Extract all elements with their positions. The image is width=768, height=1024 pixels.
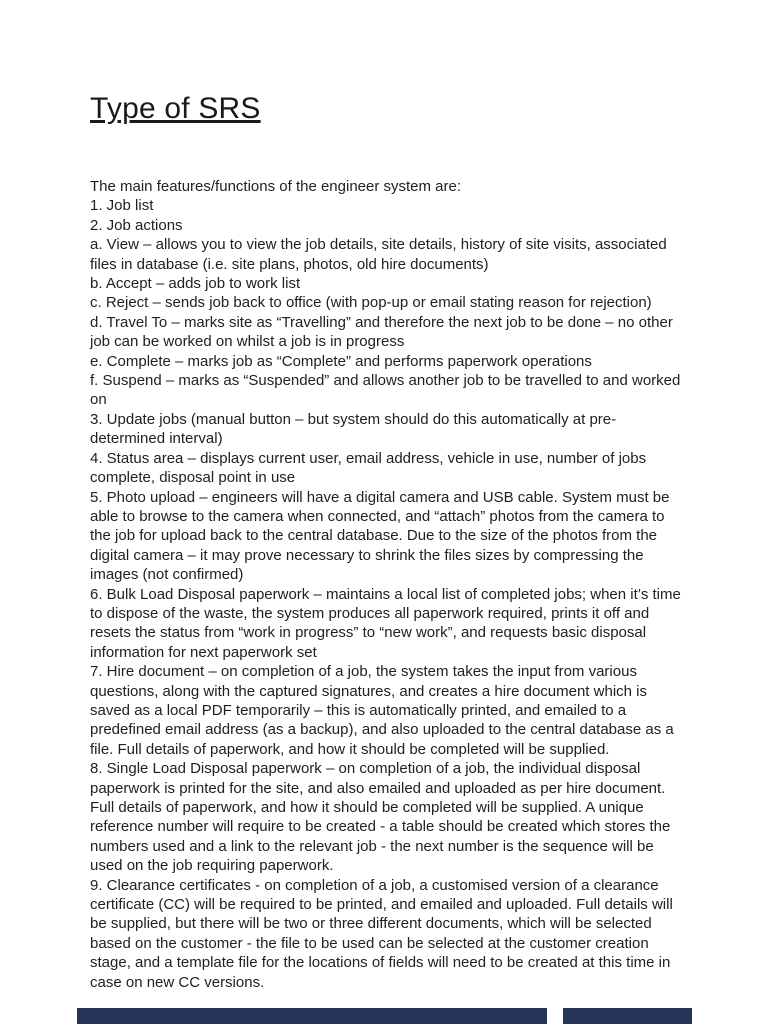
- document-title: Type of SRS: [90, 92, 261, 125]
- paragraph-item-2b: b. Accept – adds job to work list: [90, 275, 301, 293]
- paragraph-item-2f: f. Suspend – marks as “Suspended” and allows another job to be travelled to and worked on: [90, 372, 681, 409]
- next-page-preview-block-right: [563, 1008, 692, 1024]
- paragraph-intro: The main features/functions of the engineer system are:: [90, 178, 462, 195]
- paragraph-item-7: 7. Hire document – on completion of a job, the system takes the input from various questions, along with the captured signatures, and creates a hire document which is saved as a local PDF temporarily – this is automatically printed, and emailed to a predefined email address (as a backup), and also uploaded to the central database as a file. Full details of paperwork, and how it should be completed will be supplied.: [90, 663, 674, 758]
- next-page-preview-block-left: [77, 1008, 547, 1024]
- paragraph-item-3: 3. Update jobs (manual button – but system should do this automatically at pre-determined interval): [90, 410, 617, 448]
- paragraph-item-5: 5. Photo upload – engineers will have a digital camera and USB cable. System must be able to browse to the camera when connected, and “attach” photos from the camera to the job for upload back to the central database. Due to the size of the photos from the digital camera – it may prove necessary to shrink the files sizes by compressing the images (not confirmed): [90, 488, 670, 584]
- paragraph-item-2e: e. Complete – marks job as “Complete” and performs paperwork operations: [90, 352, 592, 370]
- paragraph-item-6: 6. Bulk Load Disposal paperwork – maintains a local list of completed jobs; when it’s time to dispose of the waste, the system produces all paperwork required, prints it off and resets the status from “work in progress” to “new work”, and requests basic disposal information for next paperwork set: [90, 585, 681, 661]
- paragraph-item-2: 2. Job actions: [90, 216, 183, 234]
- paragraph-item-4: 4. Status area – displays current user, email address, vehicle in use, number of jobs complete, disposal point in use: [90, 449, 647, 487]
- paragraph-item-8: 8. Single Load Disposal paperwork – on completion of a job, the individual disposal paperwork is printed for the site, and also emailed and uploaded as per hire document. Full details of paperwork, and how it should be completed will be supplied. A unique reference number will require to be created - a table should be created which stores the numbers used and a link to the relevant job - the next number is the sequence will be used on the job requiring paperwork.: [90, 760, 671, 875]
- paragraph-item-2c: c. Reject – sends job back to office (with pop-up or email stating reason for rejection): [90, 294, 652, 312]
- paragraph-item-2a: a. View – allows you to view the job details, site details, history of site visits, associated files in database (i.e. site plans, photos, old hire documents): [90, 236, 667, 273]
- paragraph-item-9: 9. Clearance certificates - on completion of a job, a customised version of a clearance certificate (CC) will be required to be printed, and emailed and uploaded. Full details will be supplied, but there will be two or three different documents, which will be selected based on the customer - the file to be used can be selected at the customer creation stage, and a template file for the locations of fields will need to be created at this time in case on new CC versions.: [90, 876, 673, 991]
- paragraph-item-1: 1. Job list: [90, 197, 154, 215]
- document-body: [90, 177, 682, 992]
- paragraph-item-2d: d. Travel To – marks site as “Travelling” and therefore the next job to be done – no other job can be worked on whilst a job is in progress: [90, 313, 673, 351]
